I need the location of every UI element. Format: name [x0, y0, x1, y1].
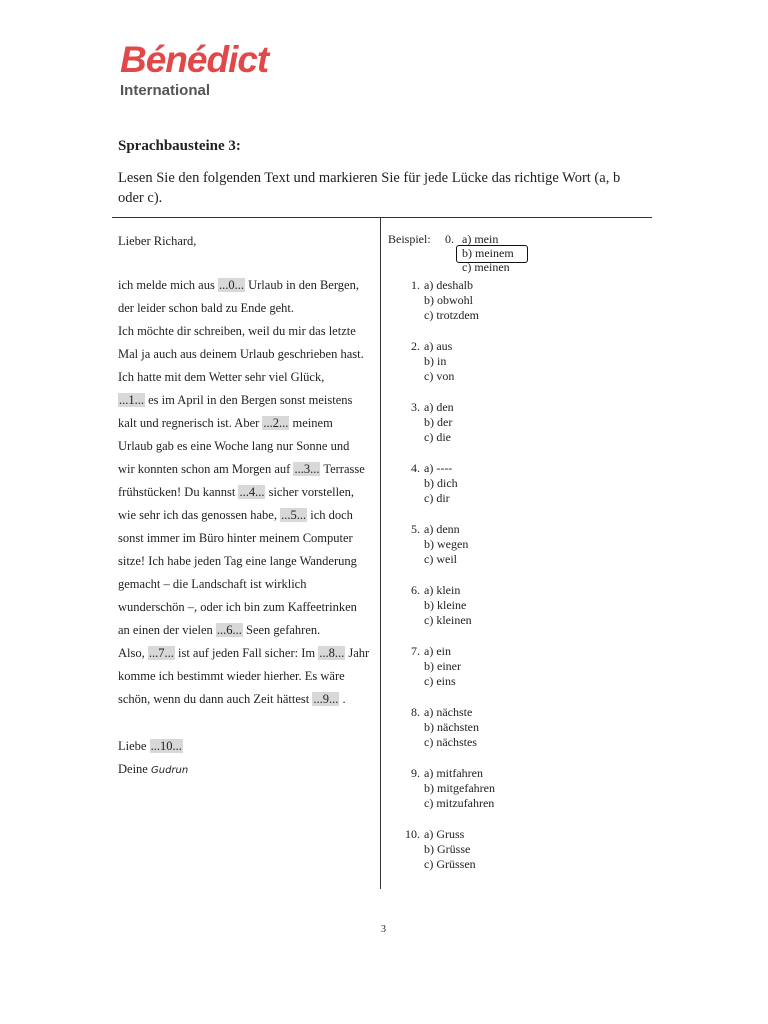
letter-text-segment: meinem [289, 416, 333, 430]
letter-text-segment: ich doch [307, 508, 353, 522]
letter-text-segment: sitze! Ich habe jeden Tag eine lange Wanderung [118, 554, 357, 568]
letter-text-segment: wie sehr ich das genossen habe, [118, 508, 281, 522]
question-number: 7. [411, 644, 420, 658]
answer-option[interactable]: b) einer [424, 659, 461, 673]
signature: Gudrun [150, 765, 189, 776]
answer-option[interactable]: a) ---- [424, 461, 453, 475]
answer-options [388, 230, 648, 888]
question-number: 3. [411, 400, 420, 414]
letter-text-segment: es im April in den Bergen sonst meistens [145, 393, 353, 407]
letter-line [118, 274, 380, 297]
letter-line [118, 596, 380, 619]
example-option-a: a) mein [462, 232, 499, 246]
letter-text-segment: schön, wenn du dann auch Zeit hättest [118, 692, 313, 706]
answer-option[interactable]: a) deshalb [424, 278, 473, 292]
letter-line [118, 389, 380, 412]
answer-option[interactable]: b) Grüsse [424, 842, 471, 856]
letter-text-segment: . [339, 692, 346, 706]
answer-option[interactable]: c) Grüssen [424, 857, 476, 871]
letter-line [118, 573, 380, 596]
gap-marker: ...6... [216, 623, 242, 637]
answer-option[interactable]: c) die [424, 430, 451, 444]
letter-line [118, 619, 380, 642]
letter-text-segment: an einen der vielen [118, 623, 216, 637]
question-item [388, 278, 648, 339]
example-option-b: b) meinem [462, 246, 514, 260]
letter-line [118, 297, 380, 320]
question-number: 6. [411, 583, 420, 597]
answer-option[interactable]: c) weil [424, 552, 457, 566]
letter-text-segment: Urlaub gab es eine Woche lang nur Sonne und [118, 439, 350, 453]
answer-option[interactable]: b) in [424, 354, 447, 368]
letter-text-segment: sicher vorstellen, [265, 485, 354, 499]
letter-text-segment: Jahr [345, 646, 370, 660]
answer-option[interactable]: b) kleine [424, 598, 467, 612]
question-number: 9. [411, 766, 420, 780]
question-number: 4. [411, 461, 420, 475]
letter-line [118, 458, 380, 481]
example-number: 0. [445, 232, 454, 246]
letter-text-segment: der leider schon bald zu Ende geht. [118, 301, 294, 315]
letter-text-segment: komme ich bestimmt wieder hierher. Es wäre [118, 669, 345, 683]
selected-answer-box [456, 245, 528, 263]
letter-line [118, 320, 380, 343]
answer-option[interactable]: b) obwohl [424, 293, 473, 307]
gap-marker: ...2... [263, 416, 289, 430]
question-options [424, 705, 479, 750]
answer-option[interactable]: b) nächsten [424, 720, 479, 734]
letter-line [118, 481, 380, 504]
question-item [388, 705, 648, 766]
sign-line [118, 758, 380, 782]
letter-line [118, 504, 380, 527]
horizontal-divider [112, 217, 652, 218]
question-item [388, 827, 648, 888]
question-number: 10. [405, 827, 420, 841]
answer-option[interactable]: a) aus [424, 339, 453, 353]
question-options [424, 644, 461, 689]
sign-text: Deine [118, 762, 151, 776]
letter-line [118, 688, 380, 711]
letter-line [118, 343, 380, 366]
letter-closing [118, 735, 380, 782]
letter-text-segment: frühstücken! Du kannst [118, 485, 239, 499]
gap-marker: ...10... [150, 739, 182, 753]
question-options [424, 766, 495, 811]
gap-marker: ...8... [319, 646, 345, 660]
example-option-c: c) meinen [462, 260, 510, 274]
answer-option[interactable]: a) den [424, 400, 454, 414]
question-item [388, 339, 648, 400]
question-options [424, 583, 472, 628]
instructions-text: Lesen Sie den folgenden Text und markieren Sie für jede Lücke das richtige Wort (a, b oder c). [118, 170, 621, 206]
answer-option[interactable]: a) Gruss [424, 827, 465, 841]
question-number: 1. [411, 278, 420, 292]
question-item [388, 461, 648, 522]
letter-text-segment: ist auf jeden Fall sicher: Im [174, 646, 319, 660]
answer-option[interactable]: c) dir [424, 491, 450, 505]
letter-text-segment: gemacht – die Landschaft ist wirklich [118, 577, 307, 591]
question-item [388, 522, 648, 583]
letter-text-segment: Urlaub in den Bergen, [244, 278, 359, 292]
answer-option[interactable]: b) der [424, 415, 453, 429]
letter-text-segment: sonst immer im Büro hinter meinem Computer [118, 531, 353, 545]
letter-line [118, 366, 380, 389]
question-item [388, 766, 648, 827]
answer-option[interactable]: c) trotzdem [424, 308, 479, 322]
answer-option[interactable]: b) mitgefahren [424, 781, 495, 795]
question-options [424, 339, 454, 384]
answer-option[interactable]: c) eins [424, 674, 456, 688]
company-logo [120, 40, 268, 99]
question-options [424, 827, 476, 872]
answer-option[interactable]: c) nächstes [424, 735, 477, 749]
answer-option[interactable]: c) kleinen [424, 613, 472, 627]
letter-text-segment: Mal ja auch aus deinem Urlaub geschrieben hast. [118, 347, 364, 361]
question-number: 5. [411, 522, 420, 536]
letter-line [118, 642, 380, 665]
letter-line [118, 435, 380, 458]
question-options [424, 278, 479, 323]
letter-text-segment: kalt und regnerisch ist. Aber [118, 416, 263, 430]
logo-name: Bénédict [120, 39, 269, 80]
question-item [388, 400, 648, 461]
gap-marker: ...4... [239, 485, 265, 499]
example-label: Beispiel: [388, 232, 431, 246]
closing-line [118, 735, 380, 758]
answer-option[interactable]: a) ein [424, 644, 451, 658]
letter-body [118, 274, 380, 711]
answer-option[interactable]: b) wegen [424, 537, 469, 551]
section-heading: Sprachbausteine 3: [118, 138, 241, 154]
question-number: 8. [411, 705, 420, 719]
letter-text-segment: Also, [118, 646, 148, 660]
gap-marker: ...7... [148, 646, 174, 660]
gap-marker: ...9... [313, 692, 339, 706]
answer-option[interactable]: a) denn [424, 522, 460, 536]
closing-text: Liebe [118, 739, 150, 753]
question-options [424, 461, 458, 506]
letter-text-segment: Ich möchte dir schreiben, weil du mir das letzte [118, 324, 356, 338]
answer-option[interactable]: b) dich [424, 476, 458, 490]
vertical-divider [380, 217, 381, 889]
question-list [388, 278, 648, 888]
logo-subtitle: International [120, 82, 211, 99]
answer-option[interactable]: a) klein [424, 583, 461, 597]
letter-text-segment: ich melde mich aus [118, 278, 218, 292]
letter-text-segment: wir konnten schon am Morgen auf [118, 462, 294, 476]
letter-line [118, 550, 380, 573]
page-number: 3 [381, 924, 386, 935]
answer-option[interactable]: c) von [424, 369, 455, 383]
letter-text-segment: Ich hatte mit dem Wetter sehr viel Glück, [118, 370, 325, 384]
letter-line [118, 665, 380, 688]
letter-text-segment: wunderschön –, oder ich bin zum Kaffeetrinken [118, 600, 357, 614]
letter-text-segment: Seen gefahren. [242, 623, 321, 637]
gap-marker: ...3... [294, 462, 320, 476]
letter-text-segment: Terrasse [320, 462, 365, 476]
answer-option[interactable]: a) nächste [424, 705, 473, 719]
question-options [424, 400, 454, 445]
example-item [388, 230, 648, 278]
letter-greeting: Lieber Richard, [118, 234, 197, 248]
question-item [388, 644, 648, 705]
question-number: 2. [411, 339, 420, 353]
gap-marker: ...5... [281, 508, 307, 522]
gap-marker: ...0... [218, 278, 244, 292]
question-options [424, 522, 468, 567]
letter-line [118, 412, 380, 435]
answer-option[interactable]: a) mitfahren [424, 766, 483, 780]
letter-text [118, 232, 380, 782]
answer-option[interactable]: c) mitzufahren [424, 796, 495, 810]
gap-marker: ...1... [119, 393, 144, 407]
question-item [388, 583, 648, 644]
letter-line [118, 527, 380, 550]
